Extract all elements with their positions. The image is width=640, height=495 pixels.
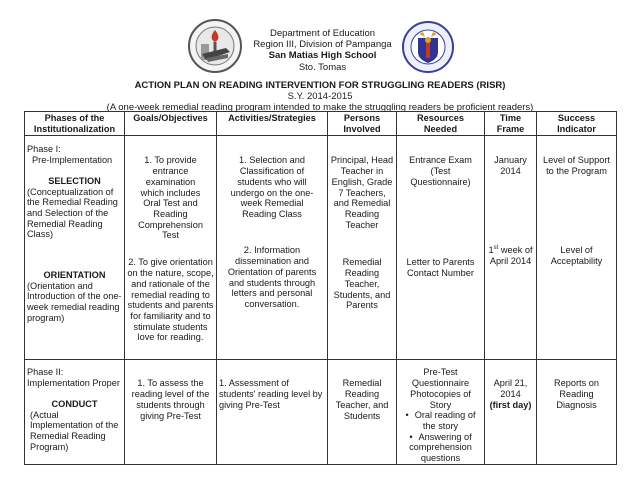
action-plan-table — [24, 111, 617, 465]
indicator-text: Reports on Reading Diagnosis — [554, 378, 599, 410]
time-frame-text: January 2014 — [494, 155, 527, 177]
school-name: San Matias High School — [268, 50, 377, 62]
persons-cell — [328, 136, 397, 360]
indicator-text: Level of Acceptability — [550, 245, 603, 267]
time-frame-text: 1st week of April 2014 — [488, 245, 533, 267]
time-frame-cell — [485, 136, 537, 360]
time-frame-note: (first day) — [489, 399, 532, 410]
resources-text: Letter to Parents Contact Number — [406, 257, 475, 279]
letterhead-text — [250, 28, 395, 73]
phase-cell — [25, 360, 125, 465]
persons-text: Remedial Reading Teacher, and Students — [335, 378, 389, 421]
persons-cell — [328, 360, 397, 465]
activity-text: 1. Assessment of students' reading level by giving Pre-Test — [219, 378, 323, 410]
indicator-text: Level of Support to the Program — [543, 155, 610, 177]
goals-cell — [125, 360, 217, 465]
success-indicator-cell — [537, 360, 617, 465]
goal-text: 1. To provide entrance examination which includes Oral Test and Reading Comprehension Test — [138, 155, 203, 241]
resources-text: Pre-Test Questionnaire Photocopies of Story — [410, 367, 471, 410]
activities-cell — [217, 360, 328, 465]
document-subtitle: (A one-week remedial reading program intended to make the struggling readers be proficient readers) — [106, 102, 534, 113]
header-phases: Phases of the Institutionalization — [25, 112, 125, 136]
activity-text: 1. Selection and Classification of students who will undergo on the one-week Remedial Reading Class — [230, 155, 314, 219]
header-goals: Goals/Objectives — [125, 112, 217, 136]
deped-seal-logo-icon — [401, 20, 455, 74]
stage-name: CONDUCT — [51, 398, 98, 409]
document-title: ACTION PLAN ON READING INTERVENTION FOR STRUGGLING READERS (RISR) — [134, 80, 506, 91]
phase-label: Phase I: — [27, 144, 61, 155]
header-success-indicator: Success Indicator — [537, 112, 617, 136]
stage-name: ORIENTATION — [43, 270, 106, 281]
stage-name: SELECTION — [48, 175, 101, 186]
stage-description: (Orientation and Introduction of the one-week remedial reading program) — [27, 280, 122, 323]
region-division: Region III, Division of Pampanga — [253, 39, 392, 51]
phase-label: Phase II: — [27, 367, 64, 378]
list-item: • Answering of comprehension questions — [399, 432, 482, 464]
success-indicator-cell — [537, 136, 617, 360]
header-activities: Activities/Strategies — [217, 112, 328, 136]
phase-name: Pre-Implementation — [32, 155, 113, 166]
document-title-block — [0, 80, 640, 113]
table-header-row — [25, 112, 617, 136]
stage-description: (Conceptualization of the Remedial Reading and Selection of the Remedial Reading Class) — [27, 186, 118, 240]
goals-cell — [125, 136, 217, 360]
table-row — [25, 360, 617, 465]
header-resources: Resources Needed — [397, 112, 485, 136]
phase-cell — [25, 136, 125, 360]
stage-description: (Actual Implementation of the Remedial Reading Program) — [30, 409, 119, 452]
department-name: Department of Education — [269, 28, 376, 39]
town-name: Sto. Tomas — [298, 61, 347, 73]
resources-list — [399, 410, 482, 464]
resources-cell — [397, 360, 485, 465]
letterhead — [0, 0, 640, 80]
list-item: • Oral reading of the story — [399, 410, 482, 431]
activities-cell — [217, 136, 328, 360]
header-persons: Persons Involved — [328, 112, 397, 136]
school-year: S.Y. 2014-2015 — [287, 91, 353, 102]
school-seal-logo-icon — [186, 18, 244, 74]
persons-text: Remedial Reading Teacher, Students, and Parents — [333, 257, 391, 311]
table-row — [25, 136, 617, 360]
time-frame-cell — [485, 360, 537, 465]
goal-text: 2. To give orientation on the nature, scope, and rationale of the remedial reading to students and parents for familiarity and to stimulate students love for reading. — [127, 257, 214, 343]
time-frame-text: April 21, 2014 — [493, 378, 528, 400]
persons-text: Principal, Head Teacher in English, Grade 7 Teachers, and Remedial Reading Teacher — [330, 155, 394, 230]
goal-text: 1. To assess the reading level of the students through giving Pre-Test — [131, 378, 210, 421]
resources-text: Entrance Exam (Test Questionnaire) — [409, 155, 472, 187]
resources-cell — [397, 136, 485, 360]
phase-name: Implementation Proper — [27, 378, 120, 389]
header-time-frame: Time Frame — [485, 112, 537, 136]
activity-text: 2. Information dissemination and Orientation of parents and students through letters and personal conversation. — [227, 245, 317, 309]
